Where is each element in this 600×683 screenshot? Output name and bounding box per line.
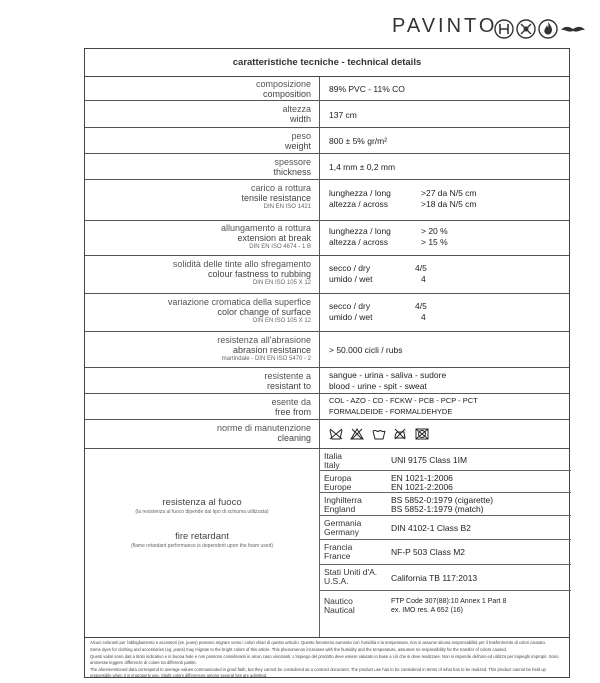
spec-label: solidità delle tinte allo sfregamento colour fastness to rubbing DIN EN ISO 105 X 12 (172, 259, 311, 286)
note-en-dyes: Some dyes for clothing and accessories (eg. jeans) may migrate to the bright colors of this article. This phenomenon increases with the humidity and the temperature, assumes no responsibility for the transfer of colors caused. (90, 647, 508, 652)
fire-row-europe: Europa Europe EN 1021-1:2006 EN 1021-2:2006 (319, 471, 571, 493)
spec-row-rubbing (85, 256, 569, 294)
spec-value: secco / dry 4/5 umido / wet 4 (329, 301, 427, 322)
hand-wash-icon (372, 428, 386, 440)
fire-row-germany: Germania Germany DIN 4102-1 Class B2 (319, 516, 571, 540)
fire-row-usa: Stati Uniti d'A. U.S.A. California TB 117:2013 (319, 565, 571, 591)
spec-row-cleaning (85, 420, 569, 449)
disclaimer-notes (85, 637, 569, 677)
fire-row-nautical: Nautico Nautical FTP Code 307(88):10 Annex 1 Part 8 ex. IMO res. A 652 (16) (324, 596, 507, 615)
spec-row-free-from (85, 394, 569, 420)
no-wash-icon (329, 428, 343, 440)
spec-row-resistant (85, 368, 569, 394)
spec-label: norme di manutenzione cleaning (216, 423, 311, 443)
no-bleach-icon (350, 428, 364, 440)
fire-row-italy: Italia Italy UNI 9175 Class 1IM (319, 449, 571, 471)
note-it-values: Questi valori sono dati a titolo indicativo e in buona fede e non possono considerarsi in alcun caso vincolanti. L'impiego del prodotto deve essere valutato in base a ciò che si deve realizzare. Non si risponde dell'uso ed utilizzo per impieghi impropri. Sono ammesse leggere differenze di colore tra differenti partite. (90, 654, 559, 665)
care-icons (329, 428, 434, 443)
fire-row-france: Francia France NF-P 503 Class M2 (319, 540, 571, 565)
no-iron-icon (393, 428, 407, 440)
spec-row-tensile (85, 180, 569, 221)
spec-label: peso weight (284, 131, 311, 151)
spec-label: spessore thickness (273, 157, 311, 177)
spec-row-width (85, 101, 569, 128)
fire-row-england: Inghilterra England BS 5852-0:1979 (cigarette) BS 5852-1:1979 (match) (319, 493, 571, 516)
note-it-dyes: Alcuni coloranti per l'abbigliamento e accessori (es. jeans) possono migrare verso i colori chiari di questo articolo. Questo fenomeno aumenta con l'umidità e la temperatura, non si assume alcuna responsabilità per il trasferimento di colori causato. (90, 640, 546, 645)
fire-label-it: resistenza al fuoco (la resistenza al fuoco dipende dal tipo di schiuma utilizzata) (135, 497, 269, 515)
flame-circle-icon (539, 20, 557, 38)
spec-value: 1,4 mm ± 0,2 mm (329, 162, 396, 172)
cross-circle-icon (517, 20, 535, 38)
spec-value: lunghezza / long > 20 % altezza / across > 15 % (329, 226, 448, 247)
spec-label: resistenza all'abrasione abrasion resistance martindale - DIN EN ISO 5470 - 2 (217, 335, 311, 362)
spec-row-surface (85, 294, 569, 332)
spec-label: carico a rottura tensile resistance DIN EN ISO 1421 (241, 183, 311, 210)
fire-label-en: fire retardant (flame retardant performance is dependent upon the foam used) (130, 531, 274, 549)
spec-row-abrasion (85, 332, 569, 368)
note-en-values: The aforementioned data correspond to average values communicated in good faith, but they cannot be considered as a contract document. The product use has to be considered in terms of what has to be realized. This product cannot be held up responsible when it is improperly use. Slight colors differences among several lots are admitted. (90, 667, 546, 678)
spec-label: variazione cromatica della superfice color change of surface DIN EN ISO 105 X 12 (167, 297, 311, 324)
spec-value: > 50.000 cicli / rubs (329, 345, 403, 355)
spec-row-weight (85, 128, 569, 154)
spec-label: composizione composition (255, 79, 311, 99)
sheet-title: caratteristiche tecniche - technical details (85, 49, 569, 77)
spec-value: lunghezza / long >27 da N/5 cm altezza / across >18 da N/5 cm (329, 188, 477, 209)
no-dryclean-icon (415, 428, 429, 440)
spec-value: 89% PVC - 11% CO (329, 84, 405, 94)
spec-row-composition (85, 77, 569, 101)
spec-value: 800 ± 5% gr/m² (329, 136, 388, 146)
spec-row-extension (85, 221, 569, 256)
technical-sheet (84, 48, 570, 678)
brand-header (0, 6, 600, 46)
brand-name: PAVINTO (392, 15, 498, 37)
brand-icons (493, 16, 593, 42)
spec-label: resistente a resistant to (264, 371, 311, 391)
spec-value: 137 cm (329, 110, 357, 120)
spec-value: COL - AZO - CD - FCKW - PCB - PCP - PCT FORMALDEIDE - FORMALDEHYDE (329, 396, 478, 416)
h-circle-icon (495, 20, 513, 38)
spec-value: sangue - urina - saliva - sudore blood - urine - spit - sweat (329, 370, 447, 391)
spec-label: esente da free from (271, 397, 311, 417)
spec-label: altezza width (282, 104, 311, 124)
spec-value: secco / dry 4/5 umido / wet 4 (329, 263, 427, 284)
mustache-icon (561, 27, 585, 32)
spec-label: allungamento a rottura extension at break DIN EN ISO 4674 - 1 B (220, 223, 311, 250)
spec-row-thickness (85, 154, 569, 180)
